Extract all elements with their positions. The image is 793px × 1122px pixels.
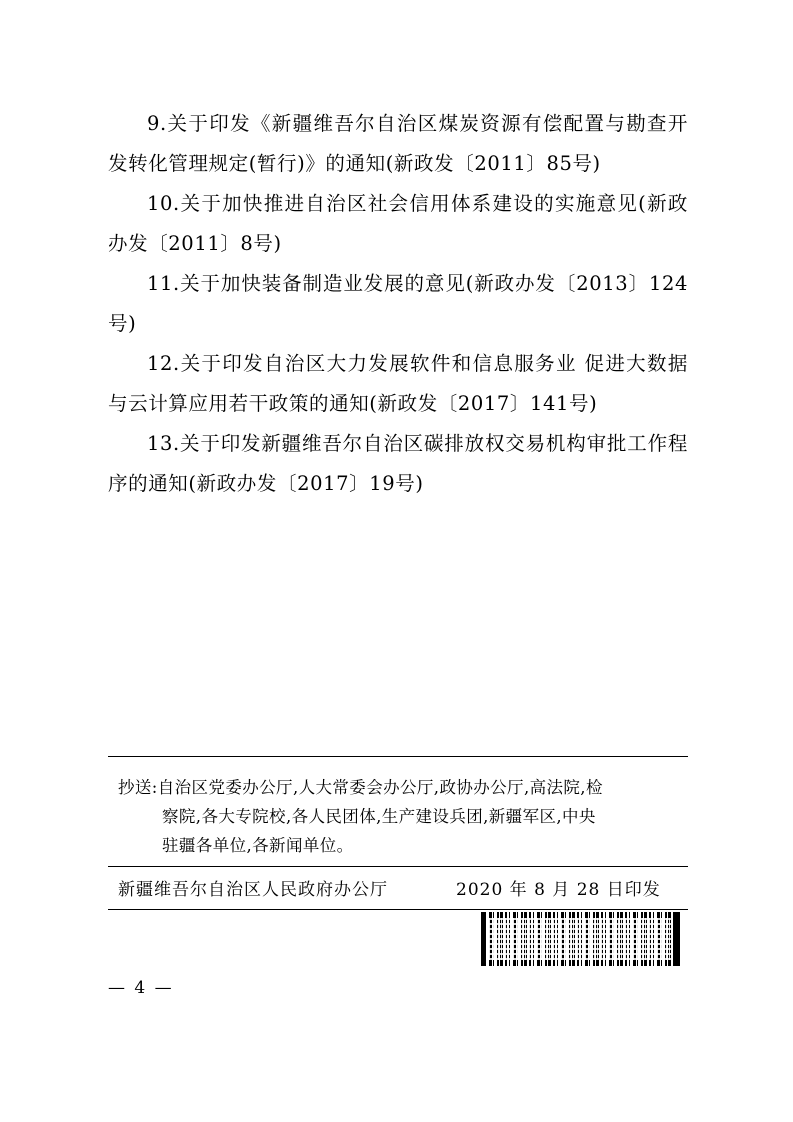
barcode-pattern [489, 918, 672, 960]
barcode-guard-left [481, 912, 486, 966]
carbon-copy-line-2: 察院,各大专院校,各人民团体,生产建设兵团,新疆军区,中央 [162, 807, 596, 826]
list-item: 12.关于印发自治区大力发展软件和信息服务业 促进大数据与云计算应用若干政策的通知(新政发〔2017〕141号) [108, 352, 688, 415]
footer-divider-bottom [108, 909, 688, 910]
issue-date: 2020 年 8 月 28 日印发 [456, 880, 661, 900]
document-footer [108, 756, 688, 910]
issuer-name: 新疆维吾尔自治区人民政府办公厅 [118, 880, 388, 900]
carbon-copy-block [108, 757, 688, 866]
list-item: 9.关于印发《新疆维吾尔自治区煤炭资源有偿配置与勘查开发转化管理规定(暂行)》的通知(新政发〔2011〕85号) [108, 112, 688, 175]
list-item: 13.关于印发新疆维吾尔自治区碳排放权交易机构审批工作程序的通知(新政办发〔2017〕19号) [108, 432, 688, 495]
document-body [108, 104, 688, 504]
list-item: 10.关于加快推进自治区社会信用体系建设的实施意见(新政办发〔2011〕8号) [108, 192, 688, 255]
carbon-copy-line-3: 驻疆各单位,各新闻单位。 [162, 836, 354, 855]
barcode-guard-right [675, 912, 680, 966]
carbon-copy-text [108, 773, 688, 860]
barcode-image [481, 912, 680, 966]
list-item: 11.关于加快装备制造业发展的意见(新政办发〔2013〕124号) [108, 272, 688, 335]
issuer-row [108, 867, 688, 909]
carbon-copy-line-1: 抄送:自治区党委办公厅,人大常委会办公厅,政协办公厅,高法院,检 [118, 778, 603, 797]
page-number: — 4 — [108, 978, 174, 998]
